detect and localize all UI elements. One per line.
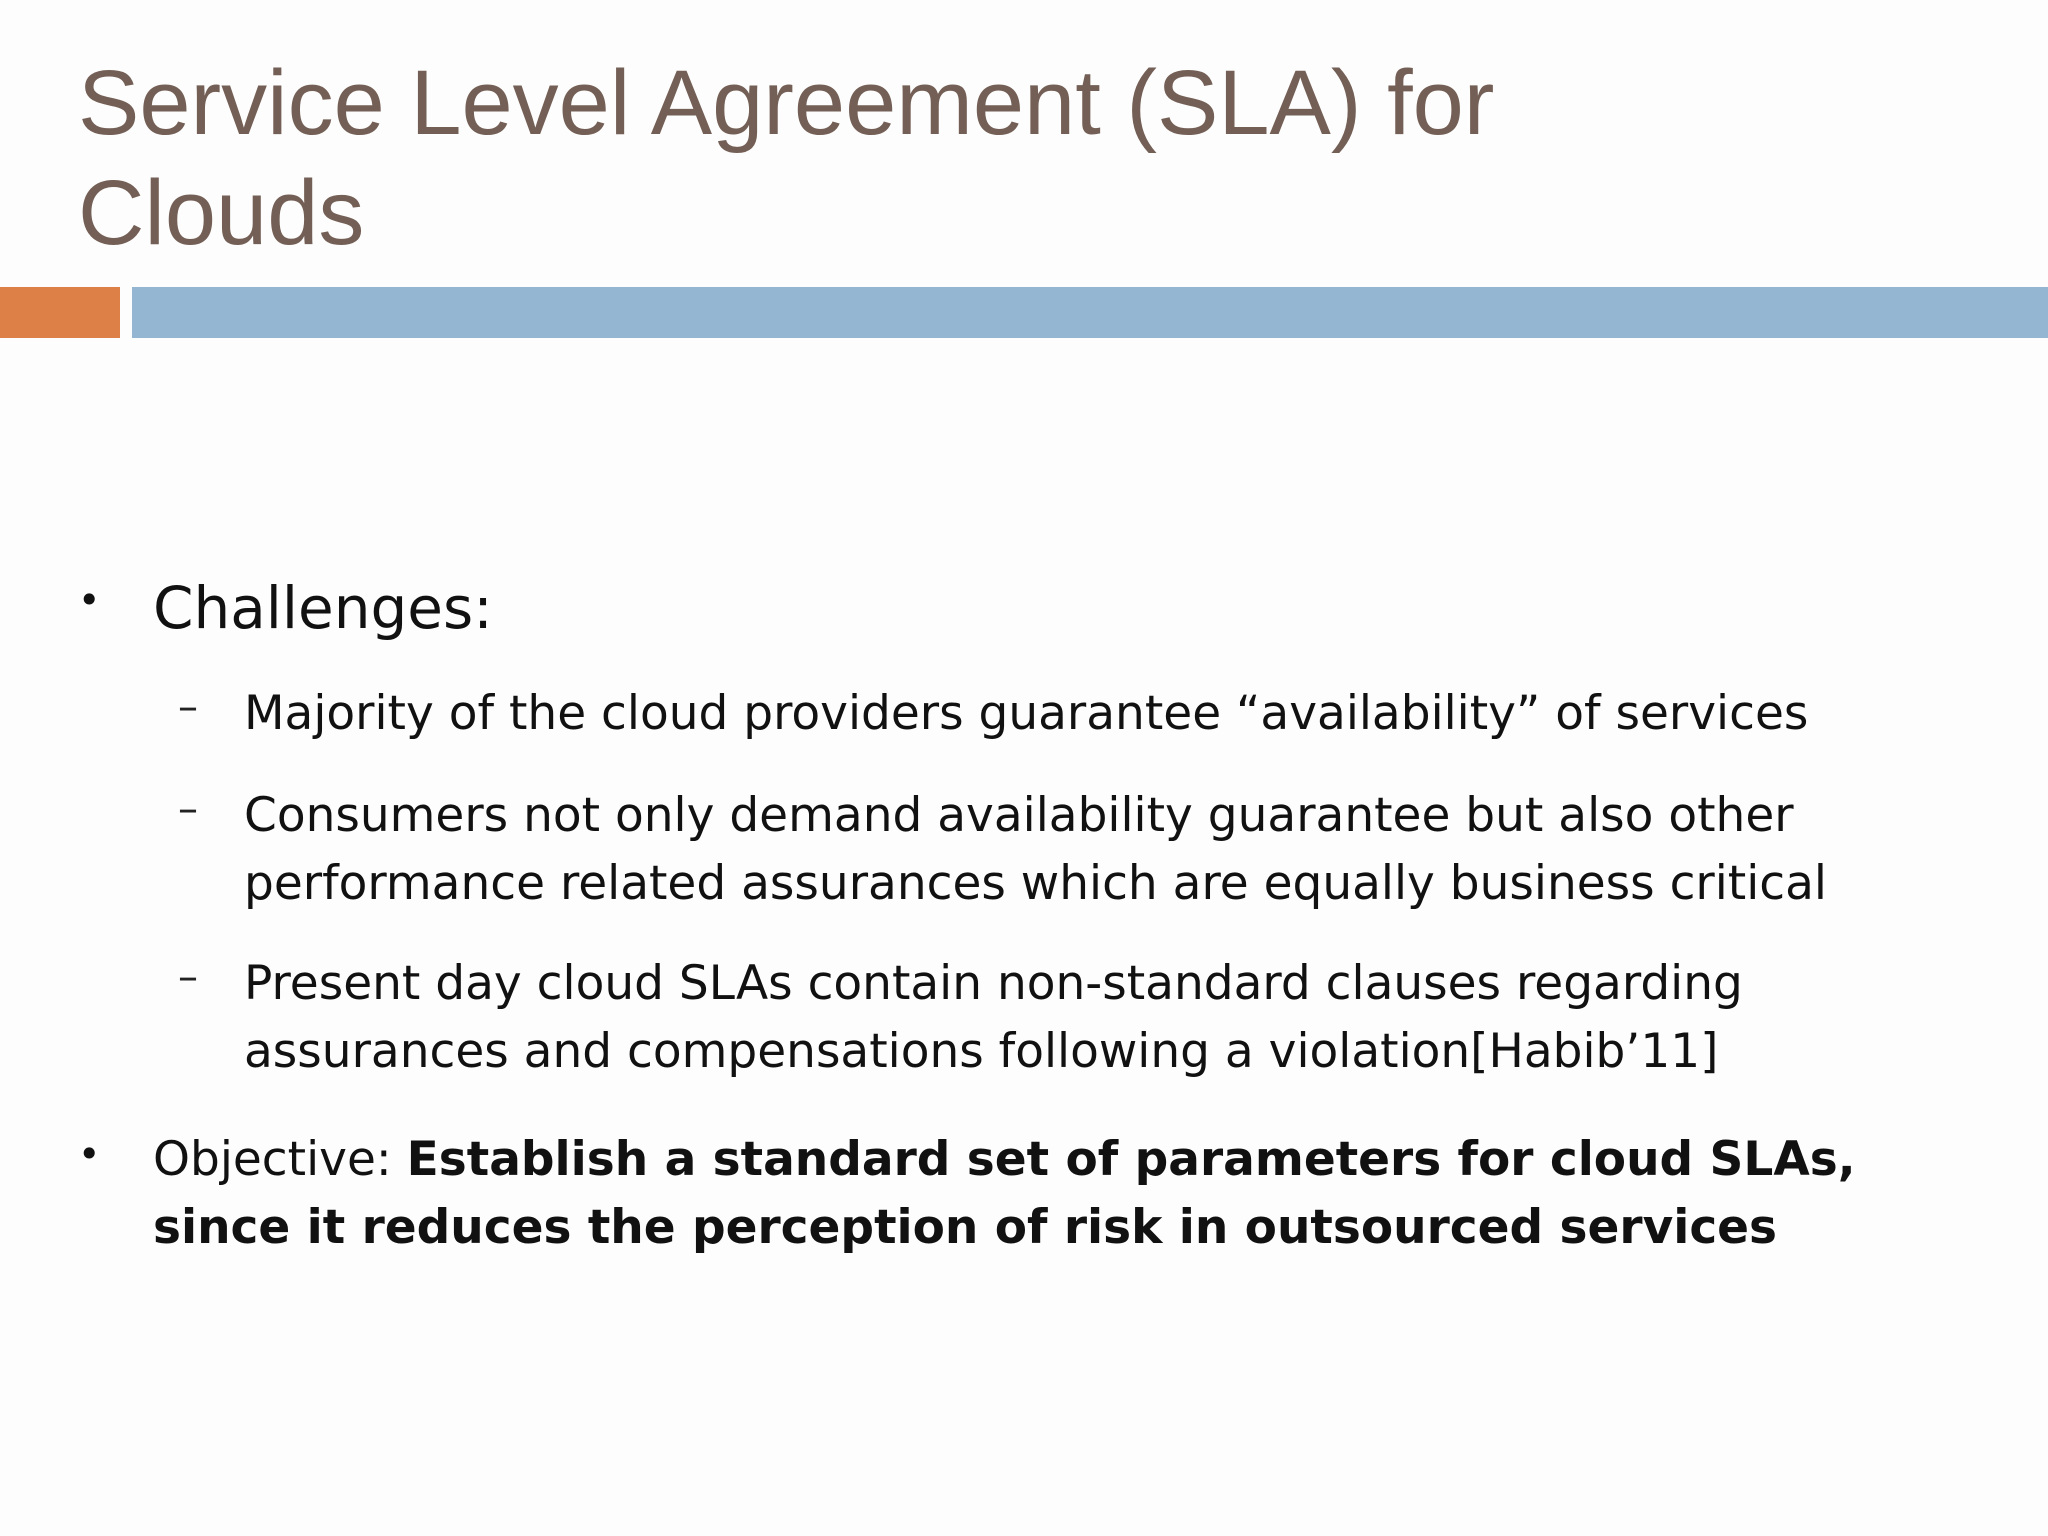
challenge-item-2: Consumers not only demand availability guarantee but also other performance related assurances which are equally business critical [244, 788, 1827, 911]
dash-challenge-2: – [178, 786, 198, 832]
challenges-heading: Challenges: [153, 574, 493, 642]
title-accent-orange [0, 287, 120, 338]
slide-title: Service Level Agreement (SLA) for Clouds [78, 52, 1495, 264]
bullet-challenges: • [78, 578, 101, 622]
bullet-objective: • [78, 1132, 101, 1176]
challenge-item-3: Present day cloud SLAs contain non-standard clauses regarding assurances and compensations following a violation[Habib’11] [244, 956, 1743, 1079]
objective-paragraph [153, 1126, 1993, 1262]
dash-challenge-3: – [178, 954, 198, 1000]
objective-label: Objective: [153, 1132, 407, 1187]
dash-challenge-1: – [178, 684, 198, 730]
challenge-item-1: Majority of the cloud providers guarantee “availability” of services [244, 686, 1809, 741]
title-accent-blue [132, 287, 2048, 338]
objective-text: Establish a standard set of parameters for cloud SLAs, since it reduces the perception of risk in outsourced services [153, 1132, 1856, 1255]
